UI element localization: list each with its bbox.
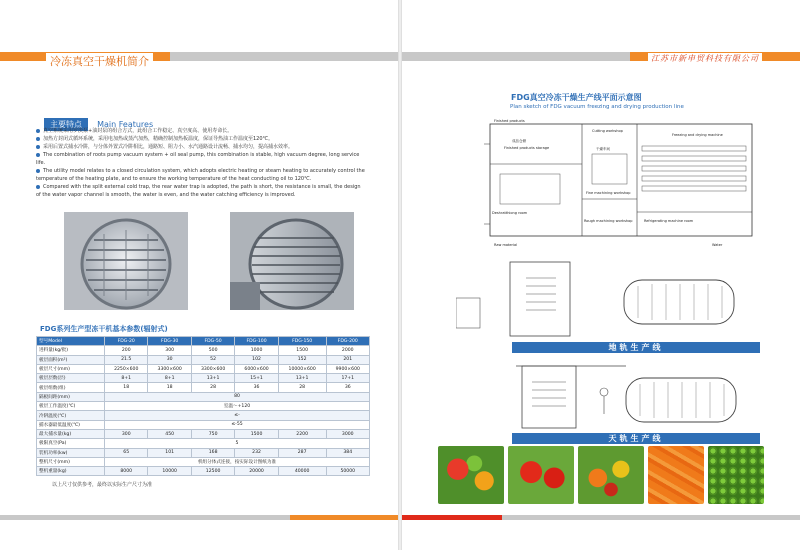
- bullet-icon: [36, 129, 40, 133]
- table-cell: 384: [326, 448, 369, 457]
- spec-table: [36, 336, 370, 476]
- feature-item: 采用后置式捕水冷阱，与分体外置式冷阱相比，通路短、阻力小、水汽通路设计流畅、捕水均匀，提高捕水效率。: [36, 143, 366, 151]
- table-cell: 152: [278, 355, 326, 364]
- vegetable-photo-1: [438, 446, 504, 504]
- table-header-cell: FDG-30: [148, 337, 191, 346]
- table-note: 以上尺寸仅供参考，最终以实际生产尺寸为准: [52, 482, 153, 488]
- table-cell: 80: [105, 392, 370, 401]
- table-cell: 板层尺寸(mm): [37, 364, 105, 373]
- table-cell: 冷阱温度(℃): [37, 411, 105, 420]
- table-row: [37, 439, 370, 448]
- table-row: [37, 457, 370, 466]
- table-cell: 50000: [326, 467, 369, 476]
- table-row: [37, 355, 370, 364]
- plan-label: Finished products: [494, 119, 525, 123]
- table-cell: 5: [105, 439, 370, 448]
- table-cell: 20000: [235, 467, 278, 476]
- table-cell: 36: [326, 383, 369, 392]
- table-header-cell: FDG-100: [235, 337, 278, 346]
- table-cell: 整机尺寸(mm): [37, 457, 105, 466]
- table-header-cell: FDG-50: [191, 337, 234, 346]
- sky-rail-illustration: [456, 356, 746, 432]
- plan-label: Refrigerating machine room: [644, 219, 694, 223]
- table-cell: 232: [235, 448, 278, 457]
- table-cell: 28: [191, 383, 234, 392]
- plan-label: Raw material: [494, 243, 518, 247]
- table-cell: 13+1: [278, 374, 326, 383]
- table-row: [37, 448, 370, 457]
- table-cell: 750: [191, 429, 234, 438]
- table-cell: 3300×600: [191, 364, 234, 373]
- table-cell: 21.5: [105, 355, 148, 364]
- right-page: [402, 0, 800, 550]
- table-header-cell: 型号Model: [37, 337, 105, 346]
- plan-title-en: Plan sketch of FDG vacuum freezing and drying production line: [510, 104, 684, 110]
- table-cell: 整机重量(kg): [37, 467, 105, 476]
- section-en: Main Features: [97, 120, 154, 129]
- plan-label: Rough machining workshop: [584, 219, 633, 223]
- plan-label: Fine machining workshop: [586, 191, 631, 195]
- plan-label: 成品仓储: [512, 139, 526, 143]
- feature-item-en: The utility model relates to a closed circulation system, which adopts electric heating or steam heating to accurately control the temperature of the heating plate, and to ensure the working temperature of the heat conducting oil to 120℃.: [36, 168, 365, 182]
- vegetable-photo-3: [578, 446, 644, 504]
- table-cell: 8000: [105, 467, 148, 476]
- table-row: [37, 420, 370, 429]
- sky-rail-band: 天轨生产线: [512, 433, 760, 444]
- table-cell: 12500: [191, 467, 234, 476]
- table-cell: 6000×600: [235, 364, 278, 373]
- table-cell: 10000: [148, 467, 191, 476]
- table-cell: 28: [278, 383, 326, 392]
- table-cell: 隔板间距(mm): [37, 392, 105, 401]
- feature-item: 加热方封闭式循环系统，采用电加热或蒸汽加热，精确控制加热板温度，保证导热油工作温度至120℃。: [36, 135, 366, 143]
- table-cell: 装机功率(kw): [37, 448, 105, 457]
- table-cell: 极限真空(Pa): [37, 439, 105, 448]
- feature-item: 真空系统采用罗茨泵+油封泵的组合方式，此组合工作稳定、真空度高、使用寿命长。: [36, 127, 366, 135]
- table-cell: 机组分体式连接，按实际设计图纸为准: [105, 457, 370, 466]
- table-cell: 板层面积(m²): [37, 355, 105, 364]
- table-cell: 捕水器最低温度(℃): [37, 420, 105, 429]
- table-cell: 进料量(kg/批): [37, 346, 105, 355]
- table-row: [37, 374, 370, 383]
- plan-label: 干燥车间: [596, 147, 610, 151]
- feature-item-en: Compared with the split external cold trap, the rear water trap is adopted, the path is short, the resistance is small, the design of the water vapor channel is smooth, the water is even, and the water catching efficiency is improved.: [36, 184, 361, 198]
- table-cell: 板层组数(组): [37, 383, 105, 392]
- machine-photo-2: [230, 212, 354, 310]
- table-cell: 2200: [278, 429, 326, 438]
- table-cell: 300: [148, 346, 191, 355]
- table-cell: 52: [191, 355, 234, 364]
- bullet-icon: [36, 137, 40, 141]
- table-cell: 36: [235, 383, 278, 392]
- left-page: [0, 0, 398, 550]
- table-cell: 200: [105, 346, 148, 355]
- table-cell: 450: [148, 429, 191, 438]
- plan-label: Freezing and drying machine: [672, 133, 723, 137]
- table-row: [37, 392, 370, 401]
- table-cell: 板层工作温度(℃): [37, 402, 105, 411]
- vegetable-photo-5: [708, 446, 764, 504]
- table-cell: 9900×600: [326, 364, 369, 373]
- table-header-row: [37, 337, 370, 346]
- table-cell: 500: [191, 346, 234, 355]
- section-badge: 主要特点: [44, 118, 88, 131]
- table-cell: 101: [148, 448, 191, 457]
- table-row: [37, 383, 370, 392]
- table-cell: 8+1: [105, 374, 148, 383]
- table-cell: 2000: [326, 346, 369, 355]
- header-bar-grey: [402, 52, 630, 61]
- table-cell: 3300×600: [148, 364, 191, 373]
- footer-bar-grey: [502, 515, 800, 520]
- table-cell: 3000: [326, 429, 369, 438]
- table-cell: 1500: [278, 346, 326, 355]
- table-row: [37, 364, 370, 373]
- table-cell: 2250×600: [105, 364, 148, 373]
- table-cell: 30: [148, 355, 191, 364]
- footer-bar-red: [402, 515, 502, 520]
- bullet-icon: [36, 153, 40, 157]
- bullet-icon: [36, 185, 40, 189]
- table-cell: 8+1: [148, 374, 191, 383]
- bullet-icon: [36, 145, 40, 149]
- table-cell: 15+1: [235, 374, 278, 383]
- footer-bar-orange: [290, 515, 398, 520]
- table-cell: ≤-: [105, 411, 370, 420]
- vegetable-photo-4: [648, 446, 704, 504]
- table-row: [37, 467, 370, 476]
- table-header-cell: FDG-200: [326, 337, 369, 346]
- table-cell: 300: [105, 429, 148, 438]
- table-row: [37, 411, 370, 420]
- table-row: [37, 346, 370, 355]
- vegetable-photo-2: [508, 446, 574, 504]
- ground-rail-band: 地轨生产线: [512, 342, 760, 353]
- table-header-cell: FDG-20: [105, 337, 148, 346]
- plan-label: Water: [712, 243, 723, 247]
- plan-label: Finished products storage: [504, 146, 550, 150]
- footer-bar-grey: [0, 515, 290, 520]
- page-title: 冷冻真空干燥机简介: [46, 53, 153, 69]
- table-cell: 最大捕水量(kg): [37, 429, 105, 438]
- table-row: [37, 402, 370, 411]
- company-name: 江苏市新申贸科技有限公司: [648, 53, 762, 64]
- table-cell: 17+1: [326, 374, 369, 383]
- floor-plan-diagram: [472, 114, 772, 248]
- table-cell: 287: [278, 448, 326, 457]
- plan-label: Deshratthiong room: [492, 211, 528, 215]
- machine-photo-1: [64, 212, 188, 310]
- table-cell: 18: [105, 383, 148, 392]
- table-header-cell: FDG-150: [278, 337, 326, 346]
- table-cell: 65: [105, 448, 148, 457]
- plan-title: FDG真空冷冻干燥生产线平面示意图: [511, 93, 642, 102]
- feature-item-en: The combination of roots pump vacuum system + oil seal pump, this combination is stable, high vacuum degree, long service life.: [36, 152, 360, 166]
- header-bar-grey: [170, 52, 398, 61]
- table-cell: 室温～+120: [105, 402, 370, 411]
- table-cell: 1500: [235, 429, 278, 438]
- bullet-icon: [36, 169, 40, 173]
- table-cell: 板层层数(层): [37, 374, 105, 383]
- table-title: FDG系列生产型冻干机基本参数(辐射式): [40, 325, 168, 333]
- table-cell: 168: [191, 448, 234, 457]
- table-row: [37, 429, 370, 438]
- table-cell: 18: [148, 383, 191, 392]
- ground-rail-illustration: [456, 258, 746, 342]
- plan-label: Cutting workshop: [592, 129, 623, 133]
- features-list: [36, 127, 366, 199]
- table-cell: 102: [235, 355, 278, 364]
- table-cell: ≤-55: [105, 420, 370, 429]
- table-cell: 201: [326, 355, 369, 364]
- table-cell: 13+1: [191, 374, 234, 383]
- table-cell: 40000: [278, 467, 326, 476]
- table-cell: 10000×600: [278, 364, 326, 373]
- table-cell: 1000: [235, 346, 278, 355]
